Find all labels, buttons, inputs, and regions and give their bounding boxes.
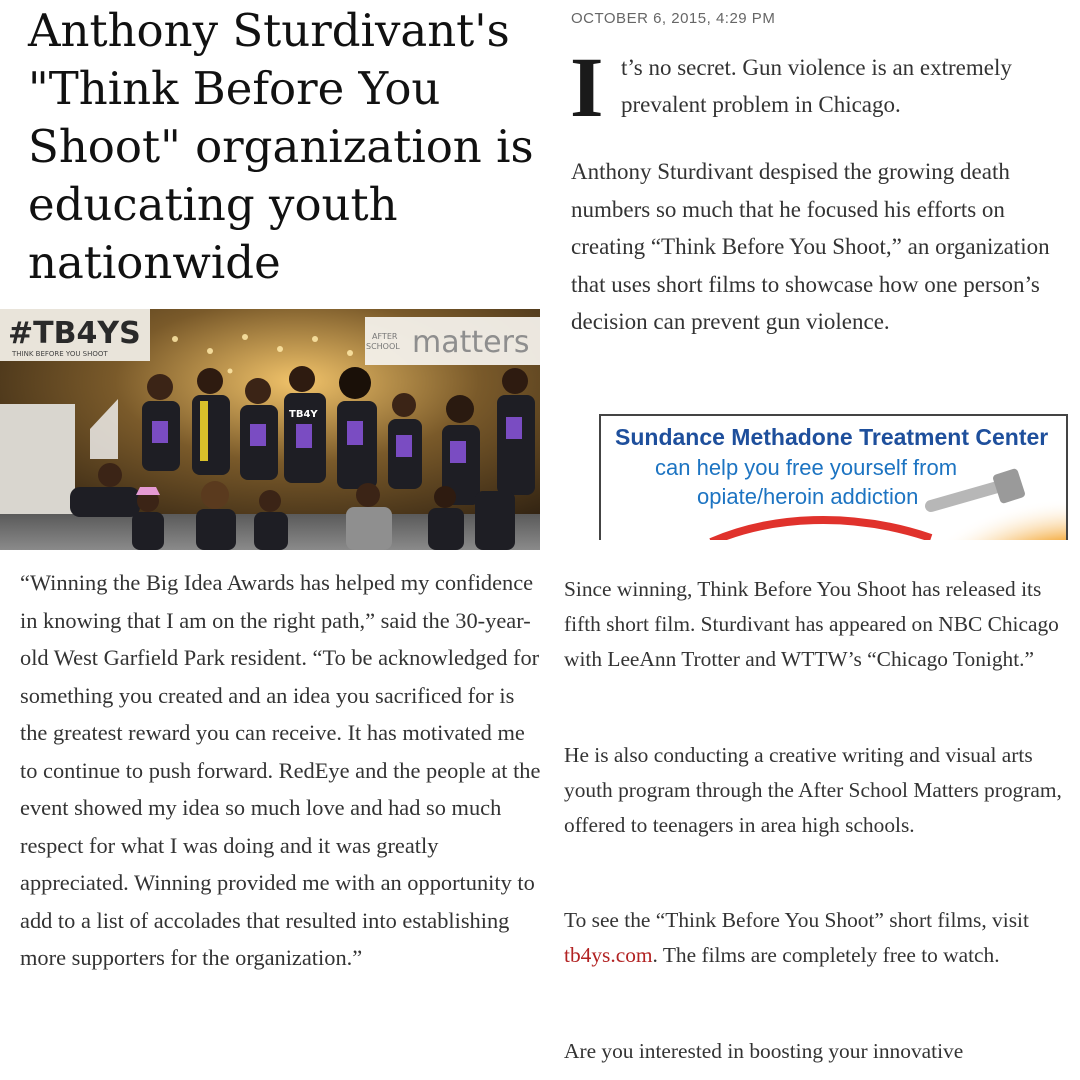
group-photo [0,309,540,550]
article-paragraph-3: He is also conducting a creative writing and visual arts youth program through the After School Matters program, offered to teenagers in area high schools. [564,743,1062,837]
ad-line-1[interactable]: can help you free yourself from [655,455,958,480]
bottom-fade [540,1066,1080,1080]
ad-banner[interactable] [599,414,1068,540]
banner-sub-text: THINK BEFORE YOU SHOOT [12,350,108,358]
banner-tag-text: #TB4YS [8,316,141,351]
article-paragraph-1: Anthony Sturdivant despised the growing death numbers so much that he focused his efforts on creating “Think Before You Shoot,” an organization that uses short films to showcase how one person’s decision can prevent gun violence. [571,159,1050,335]
tb4ys-link[interactable]: tb4ys.com [564,942,653,967]
intro-line-1: t’s no secret. Gun violence is an extremely [621,55,1012,80]
intro-line-2: prevalent problem in Chicago. [621,92,901,117]
sponsor-word: matters [412,325,530,360]
article-paragraph-4 [564,903,1064,973]
sponsor-small-top: AFTER [372,332,398,341]
ad-title[interactable]: Sundance Methadone Treatment Center [615,424,1049,450]
award-quote: “Winning the Big Idea Awards has helped my confidence in knowing that I am on the right path,” said the 30-year-old West Garfield Park resident. “To be acknowledged for something you created and an idea you sacrificed for is the greatest reward you can receive. It has motivated me to continue to push forward. RedEye and the people at the event showed my idea so much love and had so much respect for what I was doing and it was greatly appreciated. Winning provided me with an opportunity to add to a list of accolades that resulted into establishing more supporters for the organization.” [20,570,541,970]
ad-line-2[interactable]: opiate/heroin addiction [697,484,919,509]
drop-cap: I [570,39,604,135]
article-paragraph-5: Are you interested in boosting your innovative [564,1039,964,1063]
shirt-print-text: TB4Y [289,409,318,420]
article-paragraph-2: Since winning, Think Before You Shoot has released its fifth short film. Sturdivant has appeared on NBC Chicago with LeeAnn Trotter and WTTW’s “Chicago Tonight.” [564,577,1059,671]
article-headline: Anthony Sturdivant's "Think Before You Shoot" organization is educating youth nationwide [28,4,534,289]
paragraph-4-text-after: . The films are completely free to watch. [652,942,1000,967]
sponsor-small-bottom: SCHOOL [366,342,400,351]
article-date: OCTOBER 6, 2015, 4:29 PM [571,10,776,27]
group-photo-image [0,309,540,550]
paragraph-4-text-before: To see the “Think Before You Shoot” short films, visit [564,908,1029,932]
